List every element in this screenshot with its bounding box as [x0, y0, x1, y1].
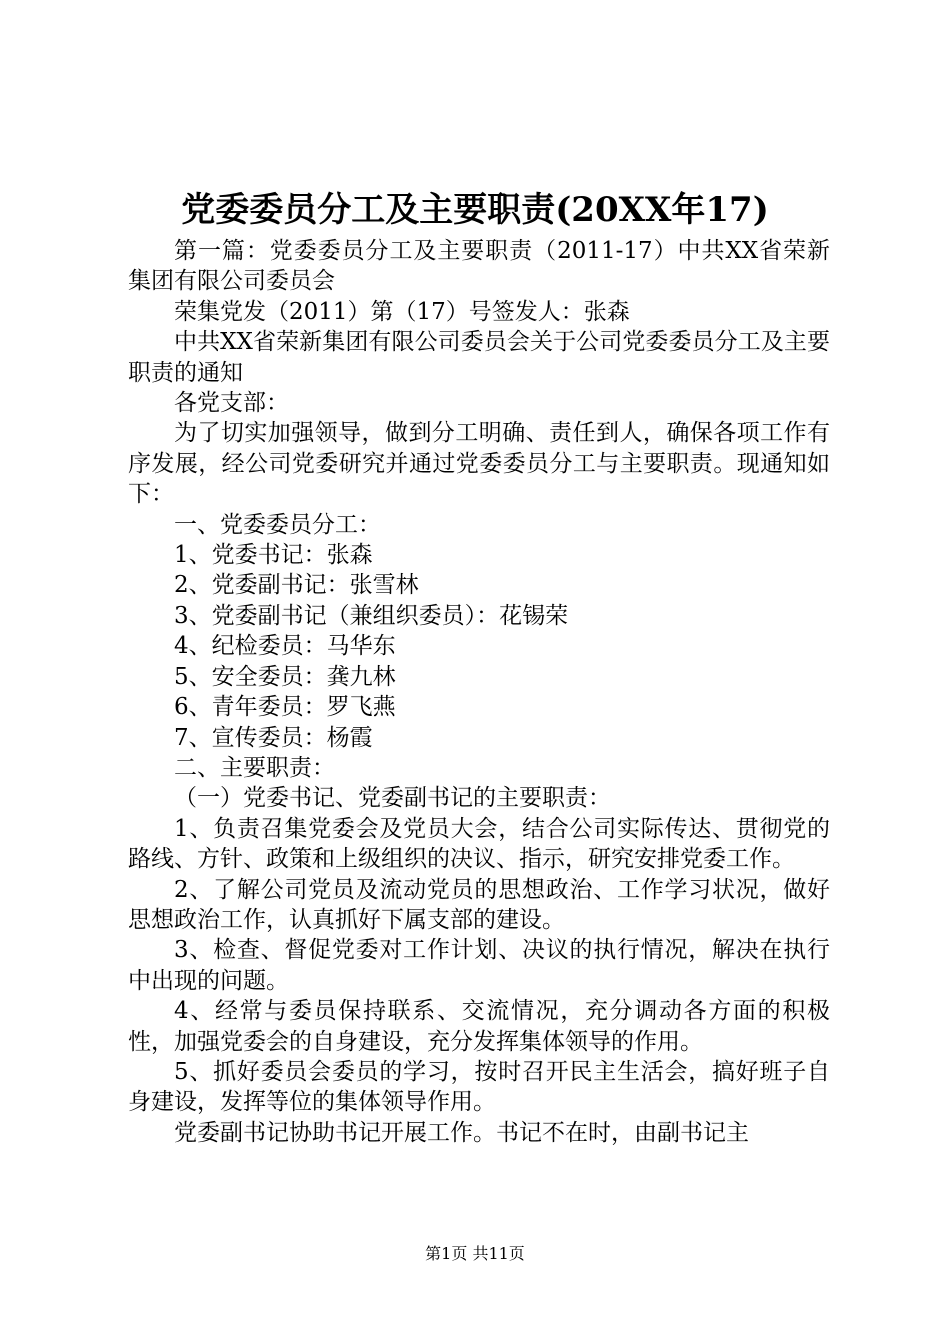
duty-item: 4、经常与委员保持联系、交流情况，充分调动各方面的积极性，加强党委会的自身建设，充分发挥集体领导的作用。	[128, 998, 830, 1055]
duty-item: 5、抓好委员会委员的学习，按时召开民主生活会，搞好班子自身建设，发挥等位的集体领导作用。	[128, 1058, 830, 1116]
page-number: 第1页 共11页	[425, 1244, 525, 1263]
section-heading: 二、主要职责：	[174, 754, 335, 781]
paragraph: 中共XX省荣新集团有限公司委员会关于公司党委委员分工及主要职责的通知	[128, 329, 830, 386]
list-item: 5、安全委员：龚九林	[174, 663, 396, 690]
paragraph: 为了切实加强领导，做到分工明确、责任到人，确保各项工作有序发展，经公司党委研究并通过党委委员分工与主要职责。现通知如下：	[128, 420, 830, 508]
document-title: 党委委员分工及主要职责(20XX年17)	[181, 190, 769, 230]
list-item: 4、纪检委员：马华东	[174, 633, 396, 660]
list-item: 7、宣传委员：杨霞	[174, 724, 373, 751]
list-item: 1、党委书记：张森	[174, 542, 373, 569]
paragraph: 各党支部：	[174, 390, 289, 417]
paragraph: 党委副书记协助书记开展工作。书记不在时，由副书记主	[174, 1119, 749, 1146]
list-item: 3、党委副书记（兼组织委员）：花锡荣	[174, 602, 569, 629]
duty-item: 1、负责召集党委会及党员大会，结合公司实际传达、贯彻党的路线、方针、政策和上级组织的决议、指示，研究安排党委工作。	[128, 815, 830, 873]
duty-item: 3、检查、督促党委对工作计划、决议的执行情况，解决在执行中出现的问题。	[128, 937, 830, 994]
section-heading: 一、党委委员分工：	[174, 511, 381, 538]
list-item: 2、党委副书记：张雪林	[174, 572, 419, 599]
paragraph: 第一篇：党委委员分工及主要职责（2011-17）中共XX省荣新集团有限公司委员会	[128, 238, 830, 295]
paragraph: 荣集党发（2011）第（17）号签发人：张森	[174, 298, 630, 325]
list-item: 6、青年委员：罗飞燕	[174, 694, 396, 721]
document-body	[128, 236, 830, 1148]
subsection-heading: （一）党委书记、党委副书记的主要职责：	[174, 785, 611, 812]
duty-item: 2、了解公司党员及流动党员的思想政治、工作学习状况，做好思想政治工作，认真抓好下属支部的建设。	[128, 876, 830, 933]
